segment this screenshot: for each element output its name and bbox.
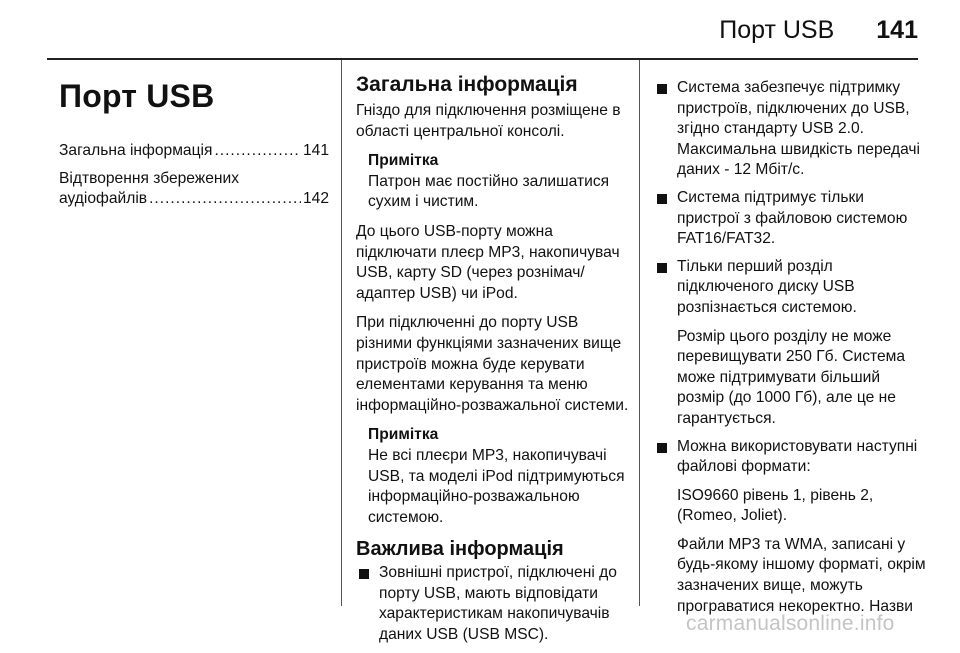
bullet-item xyxy=(356,563,632,645)
page-number: 141 xyxy=(876,16,918,44)
toc-leader-dots xyxy=(214,141,301,162)
note-body: Не всі плеєри MP3, накопичувачі USB, та моделі iPod підтримуються інформаційно-розважальною системою. xyxy=(368,446,625,526)
column-general-info xyxy=(356,60,632,653)
toc-entry-page: 142 xyxy=(302,190,329,208)
square-bullet-icon xyxy=(657,194,667,204)
column-requirements xyxy=(654,60,930,624)
bullet-item xyxy=(654,257,930,430)
note-block xyxy=(368,151,632,213)
toc-entry-label: Відтворення збережених xyxy=(59,169,240,187)
toc-leader-dots xyxy=(149,189,301,210)
toc-entry-general-info[interactable] xyxy=(59,141,329,162)
bullet-subparagraph: Розмір цього розділу не може перевищувати 250 Гб. Система може підтримувати більший розмір (до 1000 Гб), але це не гарантується. xyxy=(677,327,906,427)
column-toc xyxy=(59,60,329,217)
column-divider-2 xyxy=(639,60,640,606)
section-heading-general-info: Загальна інформація xyxy=(356,73,578,96)
bullet-content xyxy=(677,437,930,618)
bullet-text: Система забезпечує підтримку пристроїв, підключених до USB, згідно стандарту USB 2.0. Максимальна швидкість передачі даних - 12 Мбіт/с. xyxy=(677,79,920,179)
square-bullet-icon xyxy=(359,569,369,579)
note-title: Примітка xyxy=(368,152,439,170)
paragraph-device-control: При підключенні до порту USB різними функціями зазначених вище пристроїв можна буде керувати елементами керування та меню інформаційно-розважальної системи. xyxy=(356,314,629,414)
running-header-title: Порт USB xyxy=(719,16,835,44)
toc-entry-playback[interactable] xyxy=(59,169,329,210)
square-bullet-icon xyxy=(657,84,667,94)
chapter-title: Порт USB xyxy=(59,78,215,114)
paragraph-socket-location: Гніздо для підключення розміщене в області центральної консолі. xyxy=(356,102,621,140)
bullet-text: Система підтримує тільки пристрої з файловою системою FAT16/FAT32. xyxy=(677,188,908,248)
bullet-subparagraph: ISO9660 рівень 1, рівень 2, (Romeo, Joliet). xyxy=(677,486,874,525)
paragraph-supported-devices: До цього USB-порту можна підключати плеєр MP3, накопичувач USB, карту SD (через рознімач/адаптер USB) чи iPod. xyxy=(356,222,620,302)
toc-entry-page: 141 xyxy=(302,142,329,159)
bullet-item xyxy=(654,437,930,618)
running-header xyxy=(719,16,918,45)
toc-entry-label: аудіофайлів xyxy=(59,190,148,208)
note-title: Примітка xyxy=(368,426,439,444)
bullet-text: Тільки перший розділ підключеного диску USB розпізнається системою. xyxy=(677,257,857,316)
toc-entry-label: Загальна інформація xyxy=(59,142,213,159)
column-divider-1 xyxy=(341,60,342,606)
square-bullet-icon xyxy=(657,443,667,453)
bullet-content xyxy=(677,257,930,430)
bullet-text: Зовнішні пристрої, підключені до порту USB, мають відповідати характеристикам накопичувачів даних USB (USB MSC). xyxy=(379,564,617,644)
watermark-text: carmanualsonline.info xyxy=(686,612,895,635)
bullet-item xyxy=(654,188,930,250)
section-heading-important-info: Важлива інформація xyxy=(356,538,564,561)
bullet-text: Можна використовувати наступні файлові формати: xyxy=(677,437,918,476)
note-block xyxy=(368,425,632,528)
bullet-subparagraph: Файли MP3 та WMA, записані у будь-якому іншому форматі, окрім зазначених вище, можуть програватися некоректно. Назви xyxy=(677,535,926,615)
bullet-item xyxy=(654,78,930,181)
square-bullet-icon xyxy=(657,263,667,273)
note-body: Патрон має постійно залишатися сухим і чистим. xyxy=(368,172,610,211)
